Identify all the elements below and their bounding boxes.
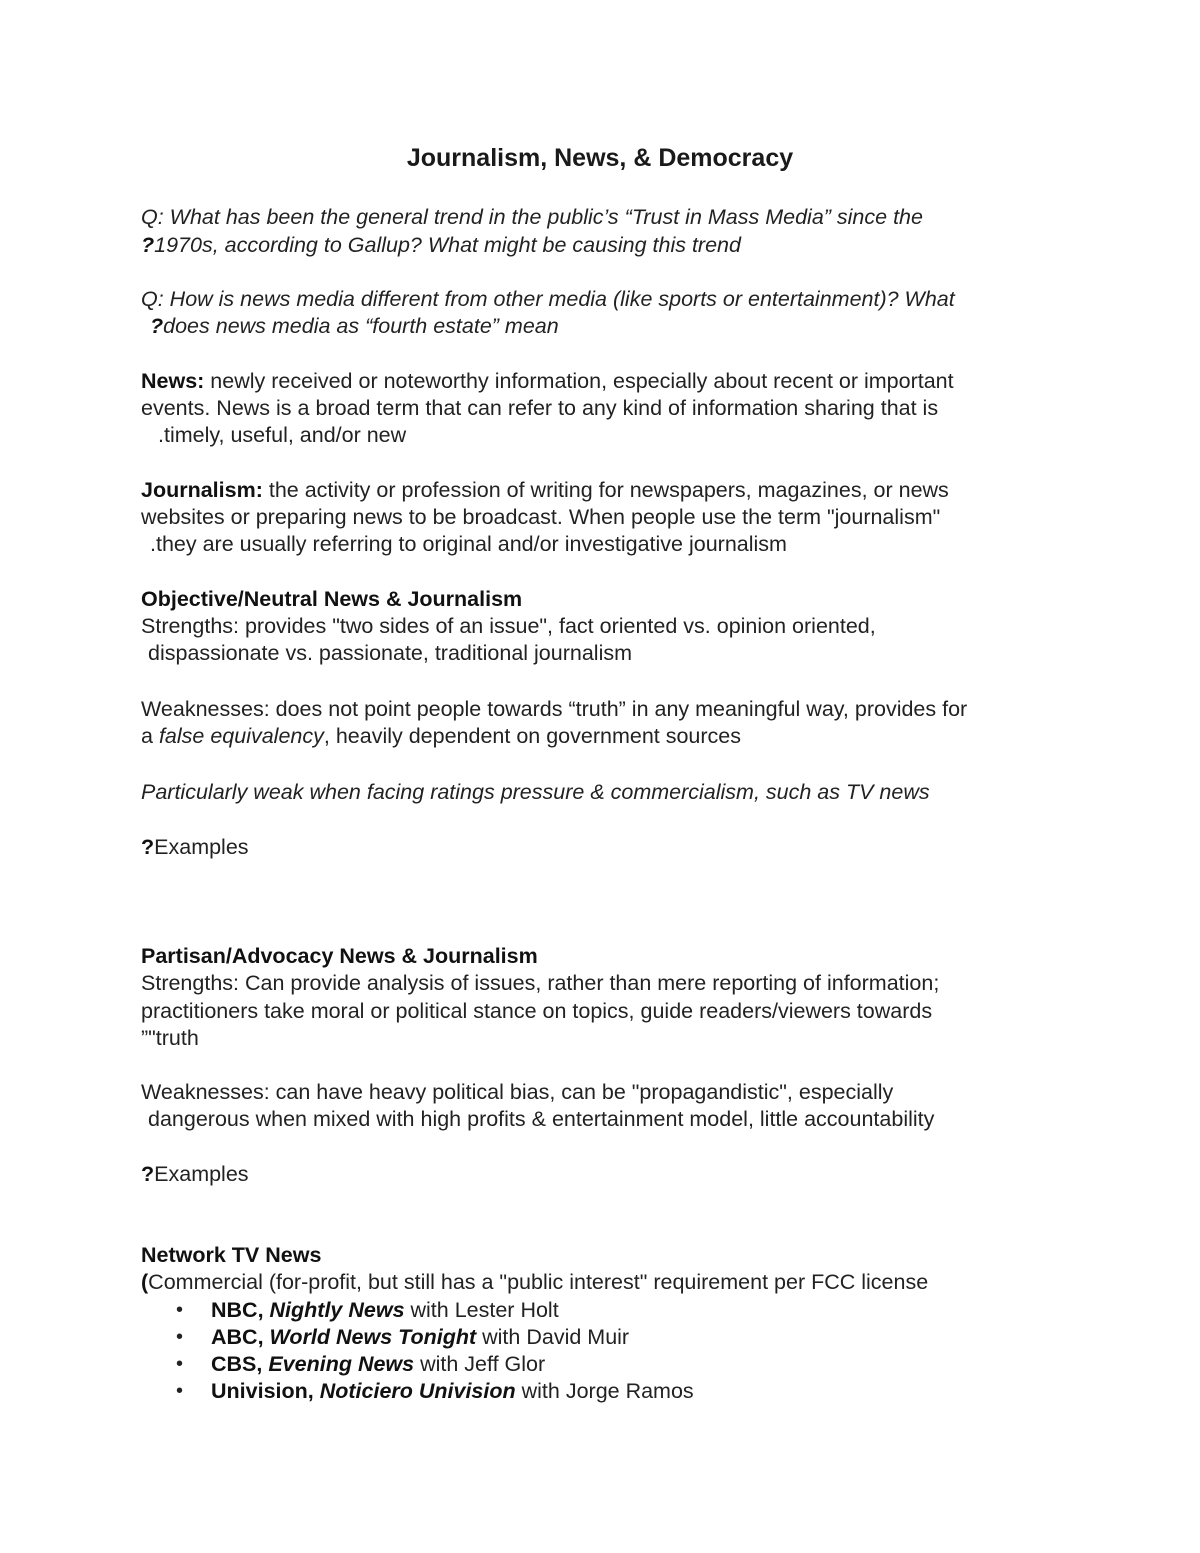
objective-weaknesses-line-1: Weaknesses: does not point people towards “truth” in any meaningful way, provides for (141, 697, 968, 721)
false-equivalency-term: false equivalency (158, 724, 324, 748)
list-item (211, 1324, 629, 1351)
program-name: Noticiero Univision (319, 1379, 516, 1403)
program-name: Nightly News (269, 1298, 405, 1322)
network-name: NBC, (211, 1298, 270, 1322)
news-definition-text: newly received or noteworthy information, especially about recent or important (204, 369, 954, 393)
journalism-term: Journalism: (141, 478, 263, 502)
journalism-definition-line-3: .they are usually referring to original and/or investigative journalism (150, 532, 787, 556)
bullet-icon: • (176, 1326, 184, 1348)
host-name: with David Muir (476, 1325, 630, 1349)
list-item (211, 1297, 559, 1324)
list-item (211, 1378, 694, 1405)
page-title: Journalism, News, & Democracy (406, 144, 794, 172)
objective-note: Particularly weak when facing ratings pressure & commercialism, such as TV news (141, 780, 930, 804)
partisan-heading: Partisan/Advocacy News & Journalism (141, 944, 538, 968)
host-name: with Jorge Ramos (515, 1379, 694, 1403)
objective-heading: Objective/Neutral News & Journalism (141, 587, 523, 611)
question-mark: ? (141, 1162, 155, 1186)
question-2-line-2 (150, 313, 559, 340)
program-name: Evening News (268, 1352, 415, 1376)
objective-strengths-line-1: Strengths: provides "two sides of an issue", fact oriented vs. opinion oriented, (141, 614, 876, 638)
objective-strengths-line-2: dispassionate vs. passionate, traditional journalism (148, 641, 633, 665)
partisan-weaknesses-line-1: Weaknesses: can have heavy political bias, can be "propagandistic", especially (141, 1080, 894, 1104)
bullet-icon: • (176, 1353, 184, 1375)
network-name: ABC, (211, 1325, 270, 1349)
journalism-definition-line-1 (141, 477, 949, 504)
partisan-strengths-line-3: ”"truth (141, 1026, 199, 1050)
question-1-text: 1970s, according to Gallup? What might be causing this trend (154, 233, 741, 257)
network-heading: Network TV News (141, 1243, 322, 1267)
news-definition-line-1 (141, 368, 954, 395)
list-item (211, 1351, 545, 1378)
journalism-definition-text: the activity or profession of writing for newspapers, magazines, or news (262, 478, 949, 502)
question-2-line-1: Q: How is news media different from other media (like sports or entertainment)? What (141, 287, 955, 311)
host-name: with Jeff Glor (414, 1352, 546, 1376)
host-name: with Lester Holt (404, 1298, 559, 1322)
bullet-icon: • (176, 1380, 184, 1402)
partisan-strengths-line-1: Strengths: Can provide analysis of issues, rather than mere reporting of information; (141, 971, 940, 995)
bullet-icon: • (176, 1299, 184, 1321)
partisan-examples (141, 1161, 249, 1188)
open-paren: ( (141, 1270, 149, 1294)
news-definition-line-2: events. News is a broad term that can refer to any kind of information sharing that is (141, 396, 939, 420)
network-description (141, 1269, 928, 1296)
network-name: Univision, (211, 1379, 320, 1403)
question-2-text: does news media as “fourth estate” mean (163, 314, 559, 338)
news-term: News: (141, 369, 205, 393)
examples-label: Examples (154, 835, 249, 859)
program-name: World News Tonight (269, 1325, 477, 1349)
objective-weaknesses-line-2 (141, 723, 741, 750)
partisan-weaknesses-line-2: dangerous when mixed with high profits & entertainment model, little accountability (148, 1107, 935, 1131)
weakness-text: a (141, 724, 159, 748)
network-description-text: Commercial (for-profit, but still has a "public interest" requirement per FCC license (148, 1270, 929, 1294)
question-mark: ? (141, 835, 155, 859)
question-mark: ? (141, 233, 155, 257)
weakness-text: , heavily dependent on government sources (323, 724, 742, 748)
question-1-line-2 (141, 232, 741, 259)
partisan-strengths-line-2: practitioners take moral or political stance on topics, guide readers/viewers towards (141, 999, 933, 1023)
question-1-line-1: Q: What has been the general trend in the public’s “Trust in Mass Media” since the (141, 205, 923, 229)
question-mark: ? (150, 314, 164, 338)
examples-label: Examples (154, 1162, 249, 1186)
objective-examples (141, 834, 249, 861)
network-name: CBS, (211, 1352, 269, 1376)
news-definition-line-3: .timely, useful, and/or new (158, 423, 407, 447)
journalism-definition-line-2: websites or preparing news to be broadcast. When people use the term "journalism" (141, 505, 941, 529)
